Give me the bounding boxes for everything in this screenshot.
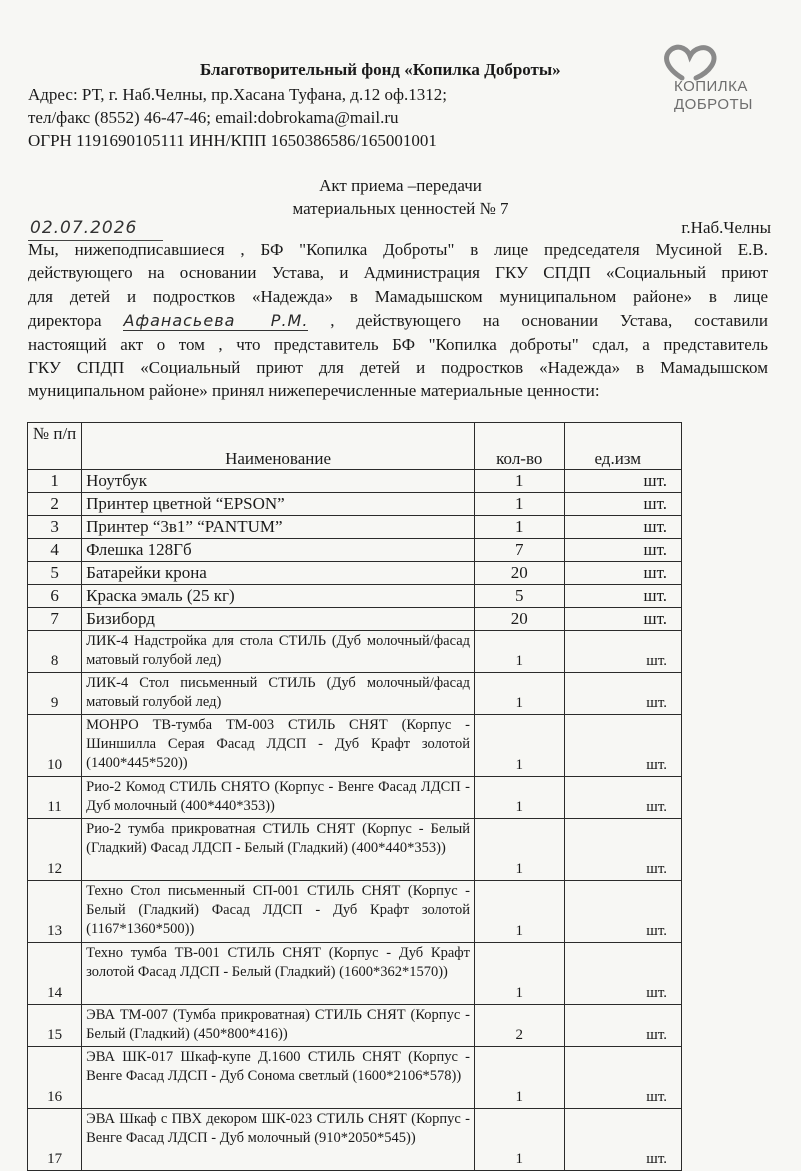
act-subtitle: материальных ценностей № 7 xyxy=(292,199,509,218)
row-qty: 1 xyxy=(475,673,565,715)
row-qty: 1 xyxy=(475,631,565,673)
row-name: ЭВА ШК-017 Шкаф-купе Д.1600 СТИЛЬ СНЯТ (Корпус - Венге Фасад ЛДСП - Дуб Сонома светлый (1600*2106*578)) xyxy=(82,1047,475,1109)
row-num: 7 xyxy=(28,608,82,631)
row-unit: шт. xyxy=(564,943,681,1005)
row-name: Рио-2 Комод СТИЛЬ СНЯТО (Корпус - Венге Фасад ЛДСП - Дуб молочный (400*440*353)) xyxy=(82,777,475,819)
table-row xyxy=(28,608,682,631)
row-num: 10 xyxy=(28,715,82,777)
table-row xyxy=(28,819,682,881)
act-city: г.Наб.Челны xyxy=(681,218,771,237)
row-name: Принтер цветной “EPSON” xyxy=(82,493,475,516)
header-name: Наименование xyxy=(82,423,475,470)
table-row xyxy=(28,777,682,819)
row-unit: шт. xyxy=(564,673,681,715)
row-unit: шт. xyxy=(564,819,681,881)
row-qty: 7 xyxy=(475,539,565,562)
row-name: ЛИК-4 Надстройка для стола СТИЛЬ (Дуб молочный/фасад матовый голубой лед) xyxy=(82,631,475,673)
row-name: ЭВА Шкаф с ПВХ декором ШК-023 СТИЛЬ СНЯТ (Корпус - Венге Фасад ЛДСП - Дуб молочный (910*2050*545)) xyxy=(82,1109,475,1171)
row-num: 5 xyxy=(28,562,82,585)
table-row xyxy=(28,715,682,777)
header-num: № п/п xyxy=(28,423,82,470)
row-unit: шт. xyxy=(564,631,681,673)
row-qty: 1 xyxy=(475,493,565,516)
director-signature: Афанасьева Р.М. xyxy=(123,311,309,330)
row-num: 3 xyxy=(28,516,82,539)
table-row xyxy=(28,1005,682,1047)
body-line-4 xyxy=(28,311,768,331)
contacts-line: тел/факс (8552) 46-47-46; email:dobrokama@mail.ru xyxy=(28,108,399,127)
row-name: Краска эмаль (25 кг) xyxy=(82,585,475,608)
row-unit: шт. xyxy=(564,608,681,631)
header-unit: ед.изм xyxy=(564,423,681,470)
logo-text-line2: ДОБРОТЫ xyxy=(674,96,753,113)
row-num: 12 xyxy=(28,819,82,881)
row-unit: шт. xyxy=(564,1047,681,1109)
row-name: Бизиборд xyxy=(82,608,475,631)
items-table xyxy=(27,422,682,1171)
row-unit: шт. xyxy=(564,562,681,585)
table-row xyxy=(28,631,682,673)
row-unit: шт. xyxy=(564,1005,681,1047)
row-qty: 5 xyxy=(475,585,565,608)
header-qty: кол-во xyxy=(475,423,565,470)
row-unit: шт. xyxy=(564,881,681,943)
row-num: 2 xyxy=(28,493,82,516)
table-row xyxy=(28,470,682,493)
row-num: 13 xyxy=(28,881,82,943)
row-num: 17 xyxy=(28,1109,82,1171)
table-row xyxy=(28,1109,682,1171)
table-row xyxy=(28,585,682,608)
foundation-logo xyxy=(660,42,780,120)
row-name: Рио-2 тумба прикроватная СТИЛЬ СНЯТ (Корпус - Белый (Гладкий) Фасад ЛДСП - Белый (Гладкий) (400*440*353)) xyxy=(82,819,475,881)
row-name: МОНРО ТВ-тумба ТМ-003 СТИЛЬ СНЯТ (Корпус - Шиншилла Серая Фасад ЛДСП - Дуб Крафт золотой (1400*445*520)) xyxy=(82,715,475,777)
table-row xyxy=(28,562,682,585)
row-qty: 1 xyxy=(475,1047,565,1109)
row-unit: шт. xyxy=(564,470,681,493)
row-name: Техно тумба ТВ-001 СТИЛЬ СНЯТ (Корпус - Дуб Крафт золотой Фасад ЛДСП - Белый (Гладкий) (1600*362*1570)) xyxy=(82,943,475,1005)
row-qty: 1 xyxy=(475,819,565,881)
address-line: Адрес: РТ, г. Наб.Челны, пр.Хасана Туфана, д.12 оф.1312; xyxy=(28,85,447,104)
row-num: 16 xyxy=(28,1047,82,1109)
row-name: Принтер “3в1” “PANTUM” xyxy=(82,516,475,539)
director-label: директора xyxy=(28,311,102,330)
registration-ids: ОГРН 1191690105111 ИНН/КПП 1650386586/165001001 xyxy=(28,131,437,150)
row-qty: 1 xyxy=(475,943,565,1005)
foundation-title: Благотворительный фонд «Копилка Доброты» xyxy=(200,60,561,79)
logo-text-line1: КОПИЛКА xyxy=(674,78,748,95)
row-qty: 1 xyxy=(475,881,565,943)
table-row xyxy=(28,493,682,516)
row-qty: 1 xyxy=(475,777,565,819)
row-name: ЭВА ТМ-007 (Тумба прикроватная) СТИЛЬ СНЯТ (Корпус - Белый (Гладкий) (450*800*416)) xyxy=(82,1005,475,1047)
row-qty: 1 xyxy=(475,1109,565,1171)
row-name: Техно Стол письменный СП-001 СТИЛЬ СНЯТ (Корпус - Белый (Гладкий) Фасад ЛДСП - Дуб Крафт золотой (1167*1360*500)) xyxy=(82,881,475,943)
row-name: ЛИК-4 Стол письменный СТИЛЬ (Дуб молочный/фасад матовый голубой лед) xyxy=(82,673,475,715)
table-row xyxy=(28,539,682,562)
table-row xyxy=(28,943,682,1005)
table-row xyxy=(28,673,682,715)
row-num: 6 xyxy=(28,585,82,608)
row-qty: 1 xyxy=(475,516,565,539)
row-qty: 20 xyxy=(475,608,565,631)
row-unit: шт. xyxy=(564,493,681,516)
row-unit: шт. xyxy=(564,1109,681,1171)
row-qty: 20 xyxy=(475,562,565,585)
body-line-6: ГКУ СПДП «Социальный приют для детей и подростков «Надежда» в Мамадышском xyxy=(28,358,768,377)
row-unit: шт. xyxy=(564,715,681,777)
row-name: Батарейки крона xyxy=(82,562,475,585)
body-line-7: муниципальном районе» принял нижеперечисленные материальные ценности: xyxy=(28,381,600,400)
row-unit: шт. xyxy=(564,539,681,562)
row-num: 9 xyxy=(28,673,82,715)
row-unit: шт. xyxy=(564,585,681,608)
row-num: 11 xyxy=(28,777,82,819)
row-unit: шт. xyxy=(564,516,681,539)
row-name: Ноутбук xyxy=(82,470,475,493)
table-row xyxy=(28,516,682,539)
row-num: 15 xyxy=(28,1005,82,1047)
body-line-2: действующего на основании Устава, и Администрация ГКУ СПДП «Социальный приют xyxy=(28,263,768,282)
row-name: Флешка 128Гб xyxy=(82,539,475,562)
act-title: Акт приема –передачи xyxy=(319,176,482,195)
heart-icon xyxy=(660,42,780,82)
row-qty: 2 xyxy=(475,1005,565,1047)
row-num: 1 xyxy=(28,470,82,493)
row-num: 14 xyxy=(28,943,82,1005)
director-basis: , действующего на основании Устава, составили xyxy=(330,311,769,330)
table-row xyxy=(28,881,682,943)
table-body xyxy=(28,470,682,1171)
row-num: 4 xyxy=(28,539,82,562)
row-qty: 1 xyxy=(475,715,565,777)
body-line-1: Мы, нижеподписавшиеся , БФ "Копилка Доброты" в лице председателя Мусиной Е.В. xyxy=(28,240,768,259)
table-header-row xyxy=(28,423,682,470)
body-line-3: для детей и подростков «Надежда» в Мамадышском муниципальном районе» в лице xyxy=(28,287,768,306)
row-unit: шт. xyxy=(564,777,681,819)
row-qty: 1 xyxy=(475,470,565,493)
body-line-5: настоящий акт о том , что представитель БФ "Копилка доброты" сдал, а представитель xyxy=(28,335,768,354)
act-date: 02.07.2026 xyxy=(30,218,138,238)
table-row xyxy=(28,1047,682,1109)
row-num: 8 xyxy=(28,631,82,673)
